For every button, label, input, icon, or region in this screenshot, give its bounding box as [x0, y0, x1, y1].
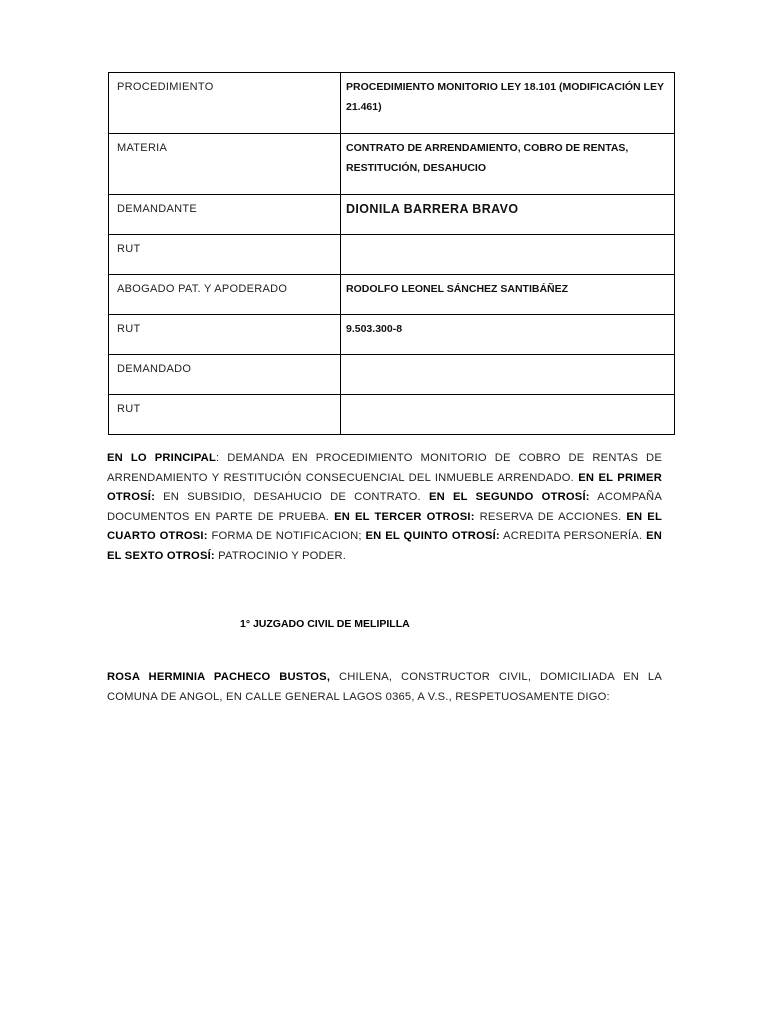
- sumilla-text: RESERVA DE ACCIONES.: [474, 510, 627, 523]
- sumilla-text: FORMA DE NOTIFICACION;: [207, 530, 366, 543]
- sumilla-text: EN SUBSIDIO, DESAHUCIO DE CONTRATO.: [155, 491, 429, 504]
- demandado-label: DEMANDADO: [109, 355, 341, 395]
- sumilla-heading: EN EL QUINTO OTROSÍ:: [365, 530, 500, 543]
- demandado-value: [341, 355, 675, 395]
- procedimiento-value: PROCEDIMIENTO MONITORIO LEY 18.101 (MODIFICACIÓN LEY 21.461): [341, 73, 675, 134]
- court-heading: 1° JUZGADO CIVIL DE MELIPILLA: [240, 618, 410, 630]
- appearance-paragraph: [107, 668, 662, 707]
- procedimiento-label: PROCEDIMIENTO: [109, 73, 341, 134]
- materia-value: CONTRATO DE ARRENDAMIENTO, COBRO DE RENTAS, RESTITUCIÓN, DESAHUCIO: [341, 134, 675, 195]
- table-row: [109, 275, 675, 315]
- abogado-rut-value: 9.503.300-8: [341, 315, 675, 355]
- sumilla-paragraph: [107, 449, 662, 567]
- table-row: [109, 395, 675, 435]
- sumilla-heading: EN EL SEGUNDO OTROSÍ:: [428, 491, 590, 504]
- table-row: [109, 315, 675, 355]
- sumilla-heading: EN LO PRINCIPAL: [107, 452, 216, 464]
- demandante-label: DEMANDANTE: [109, 195, 341, 235]
- sumilla-heading: EN EL TERCER OTROSI:: [334, 510, 475, 523]
- table-row: [109, 195, 675, 235]
- sumilla-heading: EN EL CUARTO OTROSI:: [107, 510, 662, 543]
- appearance-text: CHILENA, CONSTRUCTOR CIVIL, DOMICILIADA EN LA COMUNA DE ANGOL, EN CALLE GENERAL LAGOS 0365, A V.S., RESPETUOSAMENTE DIGO:: [107, 671, 662, 703]
- sumilla-text: ACREDITA PERSONERÍA.: [499, 530, 647, 543]
- table-row: [109, 355, 675, 395]
- abogado-rut-label: RUT: [109, 315, 341, 355]
- demandante-rut-label: RUT: [109, 235, 341, 275]
- table-row: [109, 73, 675, 134]
- demandante-value: DIONILA BARRERA BRAVO: [341, 195, 675, 235]
- materia-label: MATERIA: [109, 134, 341, 195]
- table-row: [109, 134, 675, 195]
- sumilla-text: ACOMPAÑA DOCUMENTOS EN PARTE DE PRUEBA.: [107, 491, 662, 523]
- demandado-rut-value: [341, 395, 675, 435]
- case-caption-table: [108, 72, 675, 435]
- table-row: [109, 235, 675, 275]
- sumilla-heading: EN EL PRIMER OTROSÍ:: [107, 471, 662, 504]
- abogado-value: RODOLFO LEONEL SÁNCHEZ SANTIBÁÑEZ: [341, 275, 675, 315]
- sumilla-heading: EN EL SEXTO OTROSÍ:: [107, 530, 663, 562]
- sumilla-text: PATROCINIO Y PODER.: [214, 549, 347, 562]
- sumilla-text: : DEMANDA EN PROCEDIMIENTO MONITORIO DE COBRO DE RENTAS DE ARRENDAMIENTO Y RESTITUCIÓN CONSECUENCIAL DEL INMUEBLE ARRENDADO.: [107, 452, 662, 484]
- demandado-rut-label: RUT: [109, 395, 341, 435]
- abogado-label: ABOGADO PAT. Y APODERADO: [109, 275, 341, 315]
- demandante-rut-value: [341, 235, 675, 275]
- plaintiff-name: ROSA HERMINIA PACHECO BUSTOS,: [107, 671, 331, 683]
